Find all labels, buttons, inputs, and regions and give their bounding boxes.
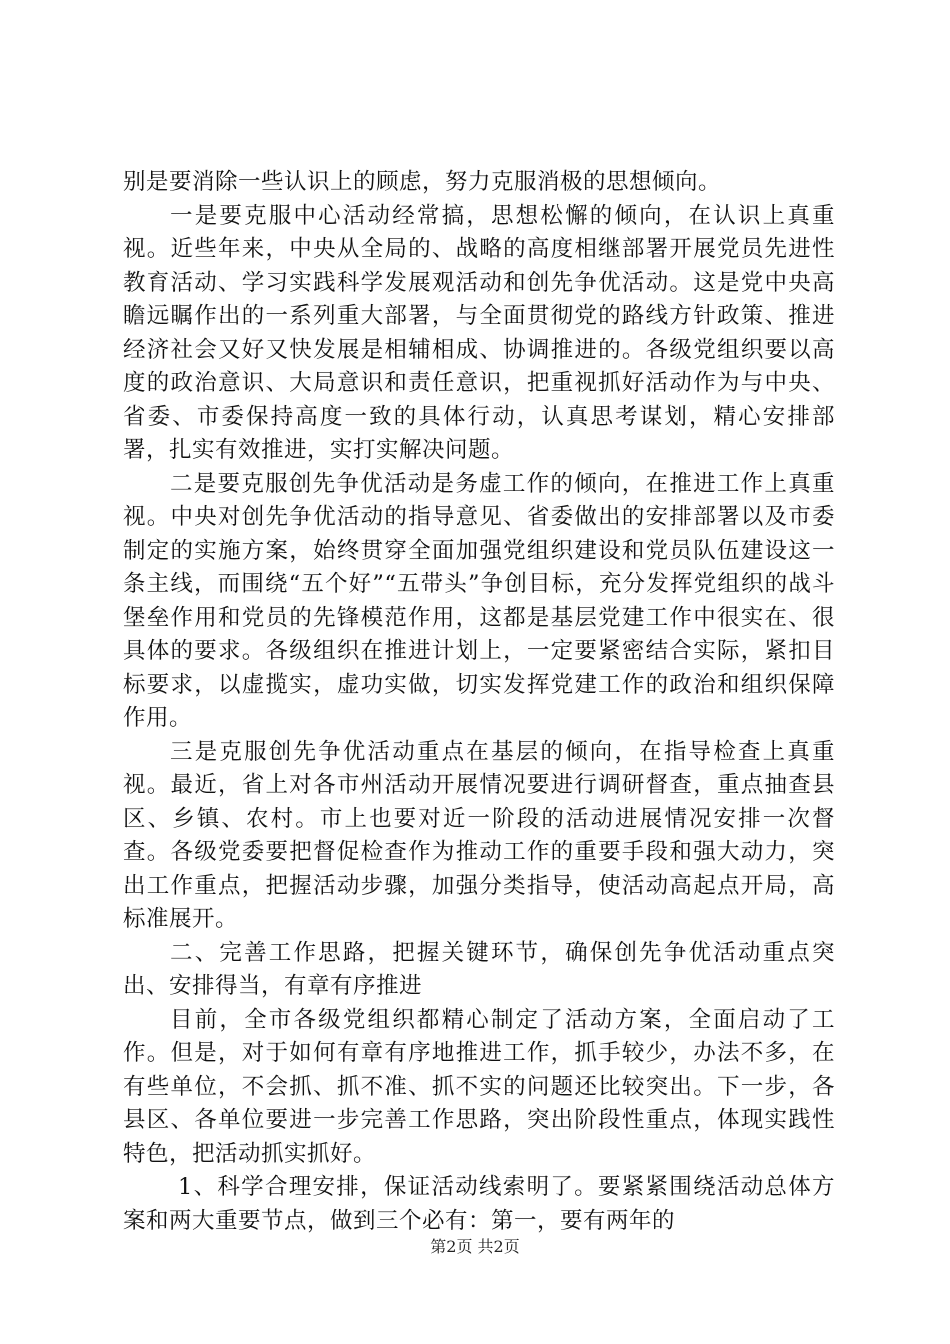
- paragraph-section-intro: 目前，全市各级党组织都精心制定了活动方案，全面启动了工作。但是，对于如何有章有序地推进工作，抓手较少，办法不多，在有些单位，不会抓、抓不准、抓不实的问题还比较突出。下一步，各县区、各单位要进一步完善工作思路，突出阶段性重点，体现实践性特色，把活动抓实抓好。: [123, 1006, 835, 1167]
- page-number-footer: 第2页 共2页: [430, 1237, 520, 1256]
- paragraph-continuation: 别是要消除一些认识上的顾虑，努力克服消极的思想倾向。: [123, 169, 722, 195]
- section-heading-two: 二、完善工作思路，把握关键环节，确保创先争优活动重点突出、安排得当，有章有序推进: [123, 939, 835, 999]
- paragraph-item-one: 1、科学合理安排，保证活动线索明了。要紧紧围绕活动总体方案和两大重要节点，做到三个必有：第一，要有两年的: [123, 1174, 835, 1234]
- paragraph-point-two: 二是要克服创先争优活动是务虚工作的倾向，在推进工作上真重视。中央对创先争优活动的指导意见、省委做出的安排部署以及市委制定的实施方案，始终贯穿全面加强党组织建设和党员队伍建设这一条主线，而围绕“五个好”“五带头”争创目标，充分发挥党组织的战斗堡垒作用和党员的先锋模范作用，这都是基层党建工作中很实在、很具体的要求。各级组织在推进计划上，一定要紧密结合实际，紧扣目标要求，以虚揽实，虚功实做，切实发挥党建工作的政治和组织保障作用。: [123, 470, 835, 731]
- document-body: [123, 166, 835, 1238]
- paragraph-point-one: 一是要克服中心活动经常搞，思想松懈的倾向，在认识上真重视。近些年来，中央从全局的、战略的高度相继部署开展党员先进性教育活动、学习实践科学发展观活动和创先争优活动。这是党中央高瞻远瞩作出的一系列重大部署，与全面贯彻党的路线方针政策、推进经济社会又好又快发展是相辅相成、协调推进的。各级党组织要以高度的政治意识、大局意识和责任意识，把重视抓好活动作为与中央、省委、市委保持高度一致的具体行动，认真思考谋划，精心安排部署，扎实有效推进，实打实解决问题。: [123, 202, 835, 463]
- paragraph-point-three: 三是克服创先争优活动重点在基层的倾向，在指导检查上真重视。最近，省上对各市州活动开展情况要进行调研督查，重点抽查县区、乡镇、农村。市上也要对近一阶段的活动进展情况安排一次督查。各级党委要把督促检查作为推动工作的重要手段和强大动力，突出工作重点，把握活动步骤，加强分类指导，使活动高起点开局，高标准展开。: [123, 738, 835, 932]
